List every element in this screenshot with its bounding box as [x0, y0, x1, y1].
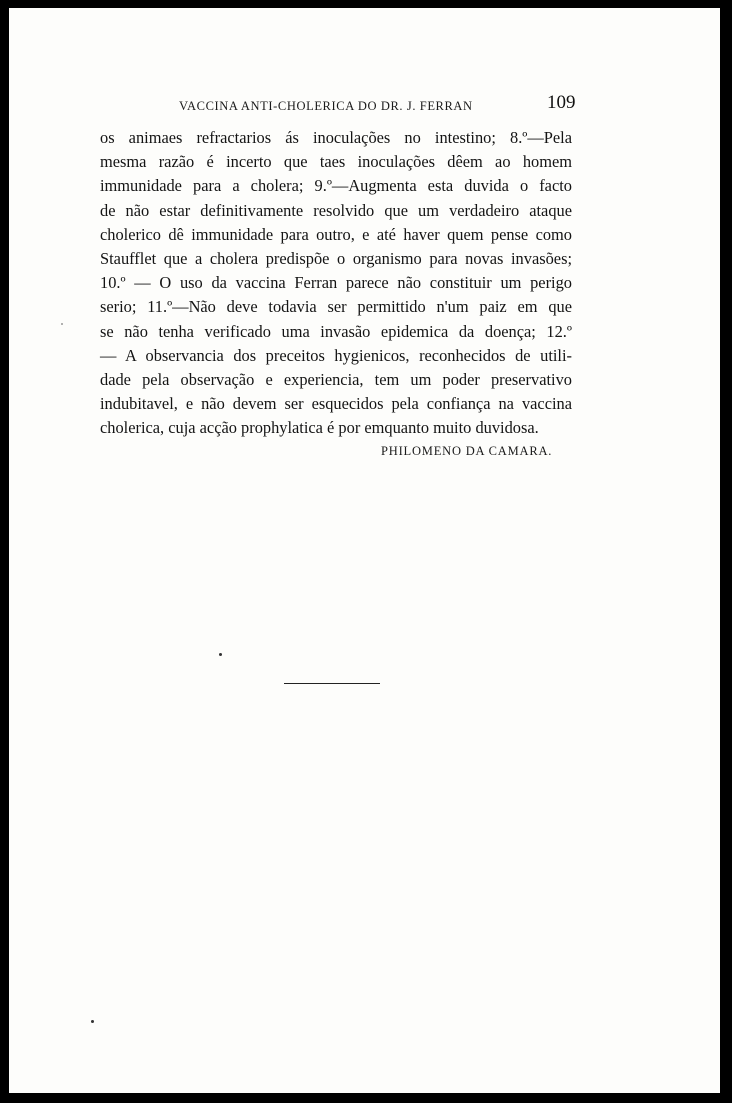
body-text	[100, 126, 572, 441]
ink-speck	[61, 323, 63, 325]
ink-speck	[91, 1020, 94, 1023]
page-number: 109	[547, 92, 576, 113]
section-divider	[284, 683, 380, 684]
author-signature: PHILOMENO DA CAMARA.	[381, 444, 553, 458]
running-title: VACCINA ANTI-CHOLERICA DO DR. J. FERRAN	[179, 99, 473, 113]
text-line: indubitavel, e não devem ser esquecidos pela confiança na vaccina	[100, 394, 572, 414]
text-line: 10.º — O uso da vaccina Ferran parece não constituir um perigo	[100, 273, 572, 293]
page-header	[9, 92, 720, 120]
text-line: mesma razão é incerto que taes inoculações dêem ao homem	[100, 152, 572, 172]
ink-speck	[219, 653, 222, 656]
text-line: — A observancia dos preceitos hygienicos, reconhecidos de utili-	[100, 345, 572, 365]
text-line: dade pela observação e experiencia, tem um poder preservativo	[100, 370, 572, 390]
text-line: serio; 11.º—Não deve todavia ser permittido n'um paiz em que	[100, 297, 572, 317]
text-line: cholerico dê immunidade para outro, e até haver quem pense como	[100, 224, 572, 244]
text-line: Staufflet que a cholera predispõe o organismo para novas invasões;	[100, 249, 572, 269]
text-line: se não tenha verificado uma invasão epidemica da doença; 12.º	[100, 321, 572, 341]
text-line: de não estar definitivamente resolvido que um verdadeiro ataque	[100, 200, 572, 220]
text-line: immunidade para a cholera; 9.º—Augmenta esta duvida o facto	[100, 176, 572, 196]
text-line: cholerica, cuja acção prophylatica é por emquanto muito duvidosa.	[100, 418, 539, 438]
text-line: os animaes refractarios ás inoculações no intestino; 8.º—Pela	[100, 128, 572, 147]
book-page	[9, 8, 720, 1093]
